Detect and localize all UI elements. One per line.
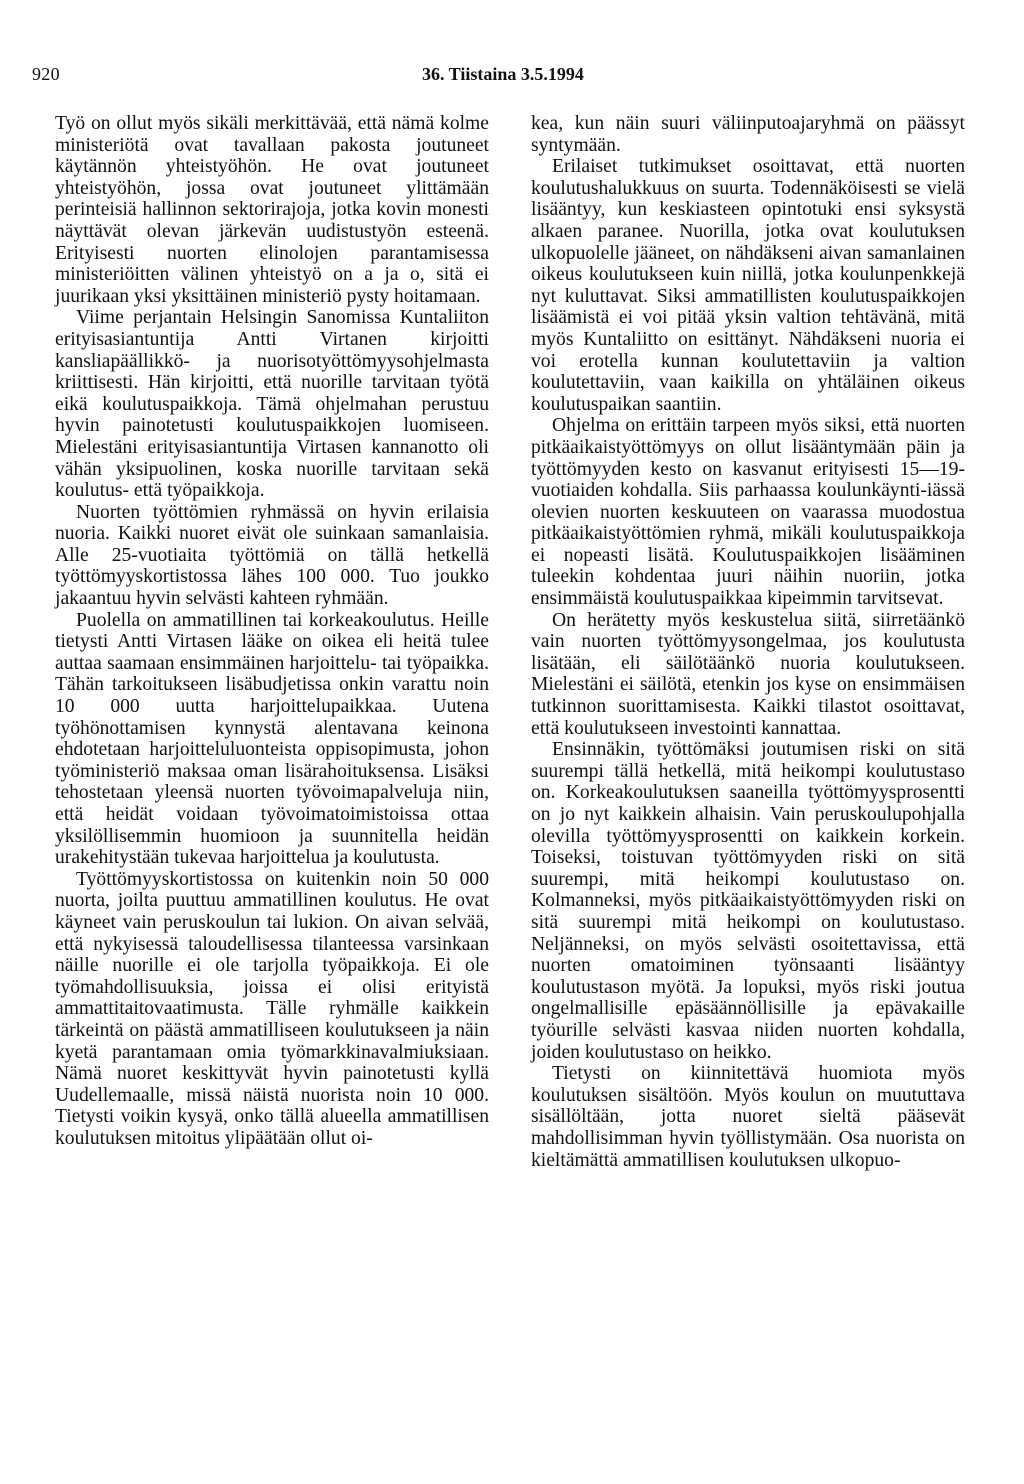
right-column — [531, 113, 965, 1171]
paragraph: Työ on ollut myös sikäli merkittävää, että nämä kolme ministeriötä ovat tavallaan pakosta joutuneet käytännön yhteistyöhön. He ovat joutuneet yhteistyöhön, jossa ovat joutuneet ylittämään perinteisiä hallinnon sektorirajoja, jotka kovin monesti näyttävät olevan järkevän uudistustyön esteenä. Erityisesti nuorten elinolojen parantamisessa ministeriöitten välinen yhteistyö on a ja o, sitä ei juurikaan yksi yksittäinen ministeriö pysty hoitamaan. — [55, 113, 489, 307]
paragraph: Työttömyyskortistossa on kuitenkin noin 50 000 nuorta, joilta puuttuu ammatillinen koulutus. He ovat käyneet vain peruskoulun tai lukion. On aivan selvää, että nykyisessä taloudellisessa tilanteessa varsinkaan näille nuorille ei ole tarjolla työpaikkoja. Ei ole työmahdollisuuksia, joissa ei olisi erityistä ammattitaitovaatimusta. Tälle ryhmälle kaikkein tärkeintä on päästä ammatilliseen koulutukseen ja näin kyetä parantamaan omia työmarkkinavalmiuksiaan. Nämä nuoret keskittyvät hyvin painotetusti kyllä Uudellemaalle, missä näistä nuorista noin 10 000. Tietysti voikin kysyä, onko tällä alueella ammatillisen koulutuksen mitoitus ylipäätään ollut oi- — [55, 868, 489, 1149]
paragraph: Ensinnäkin, työttömäksi joutumisen riski on sitä suurempi tällä hetkellä, mitä heikompi koulutustaso on. Korkeakoulutuksen saaneilla työttömyysprosentti on jo nyt kaikkein alhaisin. Vain peruskoulupohjalla olevilla työttömyysprosentti on kaikkein korkein. Toiseksi, toistuvan työttömyyden riski on sitä suurempi, mitä heikompi koulutustaso on. Kolmanneksi, myös pitkäaikaistyöttömyyden riski on sitä suurempi mitä heikompi on koulutustaso. Neljänneksi, on myös selvästi osoitettavissa, että nuorten omatoiminen työnsaanti lisääntyy koulutustason myötä. Ja lopuksi, myös riski joutua ongelmallisille epäsäännöllisille ja epävakaille työurille selvästi kasvaa niiden nuorten kohdalla, joiden koulutustaso on heikko. — [531, 739, 965, 1063]
page-number: 920 — [32, 64, 60, 84]
paragraph: Puolella on ammatillinen tai korkeakoulutus. Heille tietysti Antti Virtasen lääke on oikea eli heitä tulee auttaa saamaan ensimmäinen harjoittelu- tai työpaikka. Tähän tarkoitukseen lisäbudjetissa onkin varattu noin 10 000 uutta harjoittelupaikkaa. Uutena työhönottamisen kynnystä alentavana keinona ehdotetaan harjoitteluluonteista oppisopimusta, johon työministeriö maksaa oman lisärahoituksensa. Lisäksi tehostetaan yleensä nuorten työvoimapalveluja niin, että heidät voidaan työvoimatoimistoissa ottaa yksilöllisemmin huomioon ja suunnitella heidän urakehitystään tukevaa harjoittelua ja koulutusta. — [55, 609, 489, 869]
paragraph: kea, kun näin suuri väliinputoajaryhmä on päässyt syntymään. — [531, 113, 965, 156]
paragraph: Ohjelma on erittäin tarpeen myös siksi, että nuorten pitkäaikaistyöttömyys on ollut lisääntymään päin ja työttömyyden kesto on kasvanut erityisesti 15—19-vuotiaiden kohdalla. Siis parhaassa koulunkäynti-iässä olevien nuorten keskuuteen on vaarassa muodostua pitkäaikaistyöttömien ryhmä, mikäli koulutuspaikkoja ei nopeasti lisätä. Koulutuspaikkojen lisääminen tuleekin kohdentaa juuri näihin nuoriin, jotka ensimmäistä koulutuspaikkaa kipeimmin tarvitsevat. — [531, 415, 965, 610]
page-header — [32, 64, 992, 94]
paragraph: On herätetty myös keskustelua siitä, siirretäänkö vain nuorten työttömyysongelmaa, jos koulutusta lisätään, eli säilötäänkö nuoria koulutukseen. Mielestäni ei säilötä, etenkin jos kyse on ensimmäisen tutkinnon suorittamisesta. Kaikki tilastot osoittavat, että koulutukseen investointi kannattaa. — [531, 609, 965, 739]
paragraph: Tietysti on kiinnitettävä huomiota myös koulutuksen sisältöön. Myös koulun on muututtava sisällöltään, jotta nuoret sieltä pääsevät mahdollisimman hyvin työllistymään. Osa nuorista on kieltämättä ammatillisen koulutuksen ulkopuo- — [531, 1063, 965, 1171]
left-column — [55, 113, 489, 1150]
paragraph: Erilaiset tutkimukset osoittavat, että nuorten koulutushalukkuus on suurta. Todennäköisesti se vielä lisääntyy, kun keskiasteen opintotuki ensi syksystä alkaen paranee. Nuorilla, jotka ovat koulutuksen ulkopuolelle jääneet, on nähdäkseni aivan samanlainen oikeus koulutukseen kuin niillä, jotka koulunpenkkejä nyt kuluttavat. Siksi ammatillisten koulutuspaikkojen lisäämistä ei voi pitää yksin valtion tehtävänä, mitä myös Kuntaliitto on esittänyt. Nähdäkseni nuoria ei voi erotella kunnan koulutettaviin ja valtion koulutettaviin, vaan kaikilla on yhtäläinen oikeus koulutuspaikan saantiin. — [531, 156, 965, 415]
paragraph: Nuorten työttömien ryhmässä on hyvin erilaisia nuoria. Kaikki nuoret eivät ole suinkaan samanlaisia. Alle 25-vuotiaita työttömiä on tällä hetkellä työttömyyskortistossa lähes 100 000. Tuo joukko jakaantuu hyvin selvästi kahteen ryhmään. — [55, 501, 489, 610]
running-head: 36. Tiistaina 3.5.1994 — [422, 64, 584, 84]
paragraph: Viime perjantain Helsingin Sanomissa Kuntaliiton erityisasiantuntija Antti Virtanen kirjoitti kansliapäällikkö- ja nuorisotyöttömyysohjelmasta kriittisesti. Hän kirjoitti, että nuorille tarvitaan työtä eikä koulutuspaikkoja. Tämä ohjelmahan perustuu hyvin painotetusti koulutuspaikkojen luomiseen. Mielestäni erityisasiantuntija Virtasen kannanotto oli vähän yksipuolinen, koska nuorille tarvitaan sekä koulutus- että työpaikkoja. — [55, 307, 489, 502]
